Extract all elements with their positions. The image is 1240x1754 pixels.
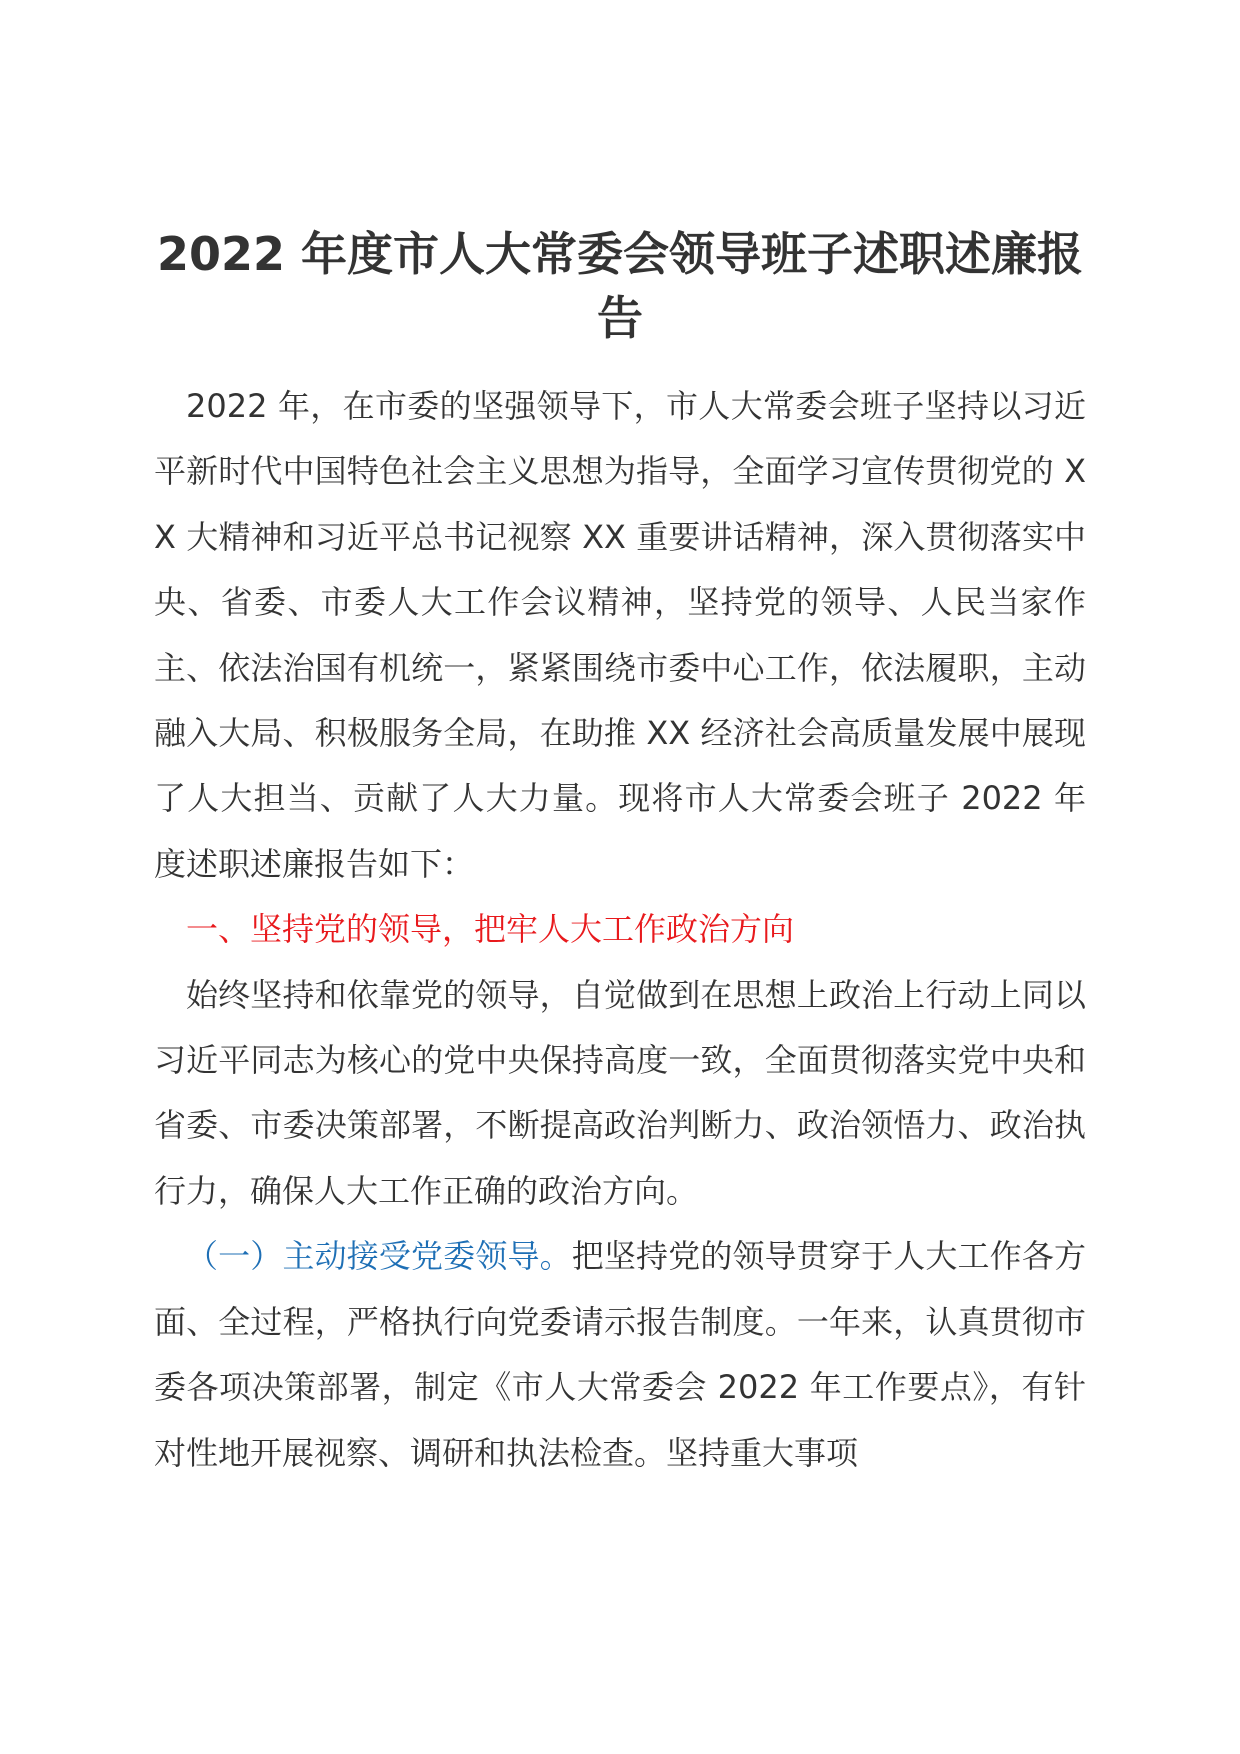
document-page — [154, 222, 1086, 1486]
document-title: 2022 年度市人大常委会领导班子述职述廉报告 — [156, 227, 1084, 345]
section-1-heading: 一、坚持党的领导，把牢人大工作政治方向 — [186, 910, 795, 949]
subsection-1-body: 把坚持党的领导贯穿于人大工作各方面、全过程，严格执行向党委请示报告制度。一年来，认真贯彻市委各项决策部署，制定《市人大常委会 2022 年工作要点》，有针对性地开展视察、调研和执法检查。坚持重大事项 — [154, 1237, 1086, 1472]
subsection-1-heading: （一）主动接受党委领导。 — [186, 1237, 572, 1276]
subsection-1-paragraph — [154, 1224, 1086, 1486]
intro-paragraph: 2022 年，在市委的坚强领导下，市人大常委会班子坚持以习近平新时代中国特色社会主义思想为指导，全面学习宣传贯彻党的 XX 大精神和习近平总书记视察 XX 重要讲话精神，深入贯彻落实中央、省委、市委人大工作会议精神，坚持党的领导、人民当家作主、依法治国有机统一，紧紧围绕市委中心工作，依法履职，主动融入大局、积极服务全局，在助推 XX 经济社会高质量发展中展现了人大担当、贡献了人大力量。现将市人大常委会班子 2022 年度述职述廉报告如下： — [154, 387, 1086, 883]
section-1-paragraph: 始终坚持和依靠党的领导，自觉做到在思想上政治上行动上同以习近平同志为核心的党中央保持高度一致，全面贯彻落实党中央和省委、市委决策部署，不断提高政治判断力、政治领悟力、政治执行力，确保人大工作正确的政治方向。 — [154, 975, 1086, 1210]
